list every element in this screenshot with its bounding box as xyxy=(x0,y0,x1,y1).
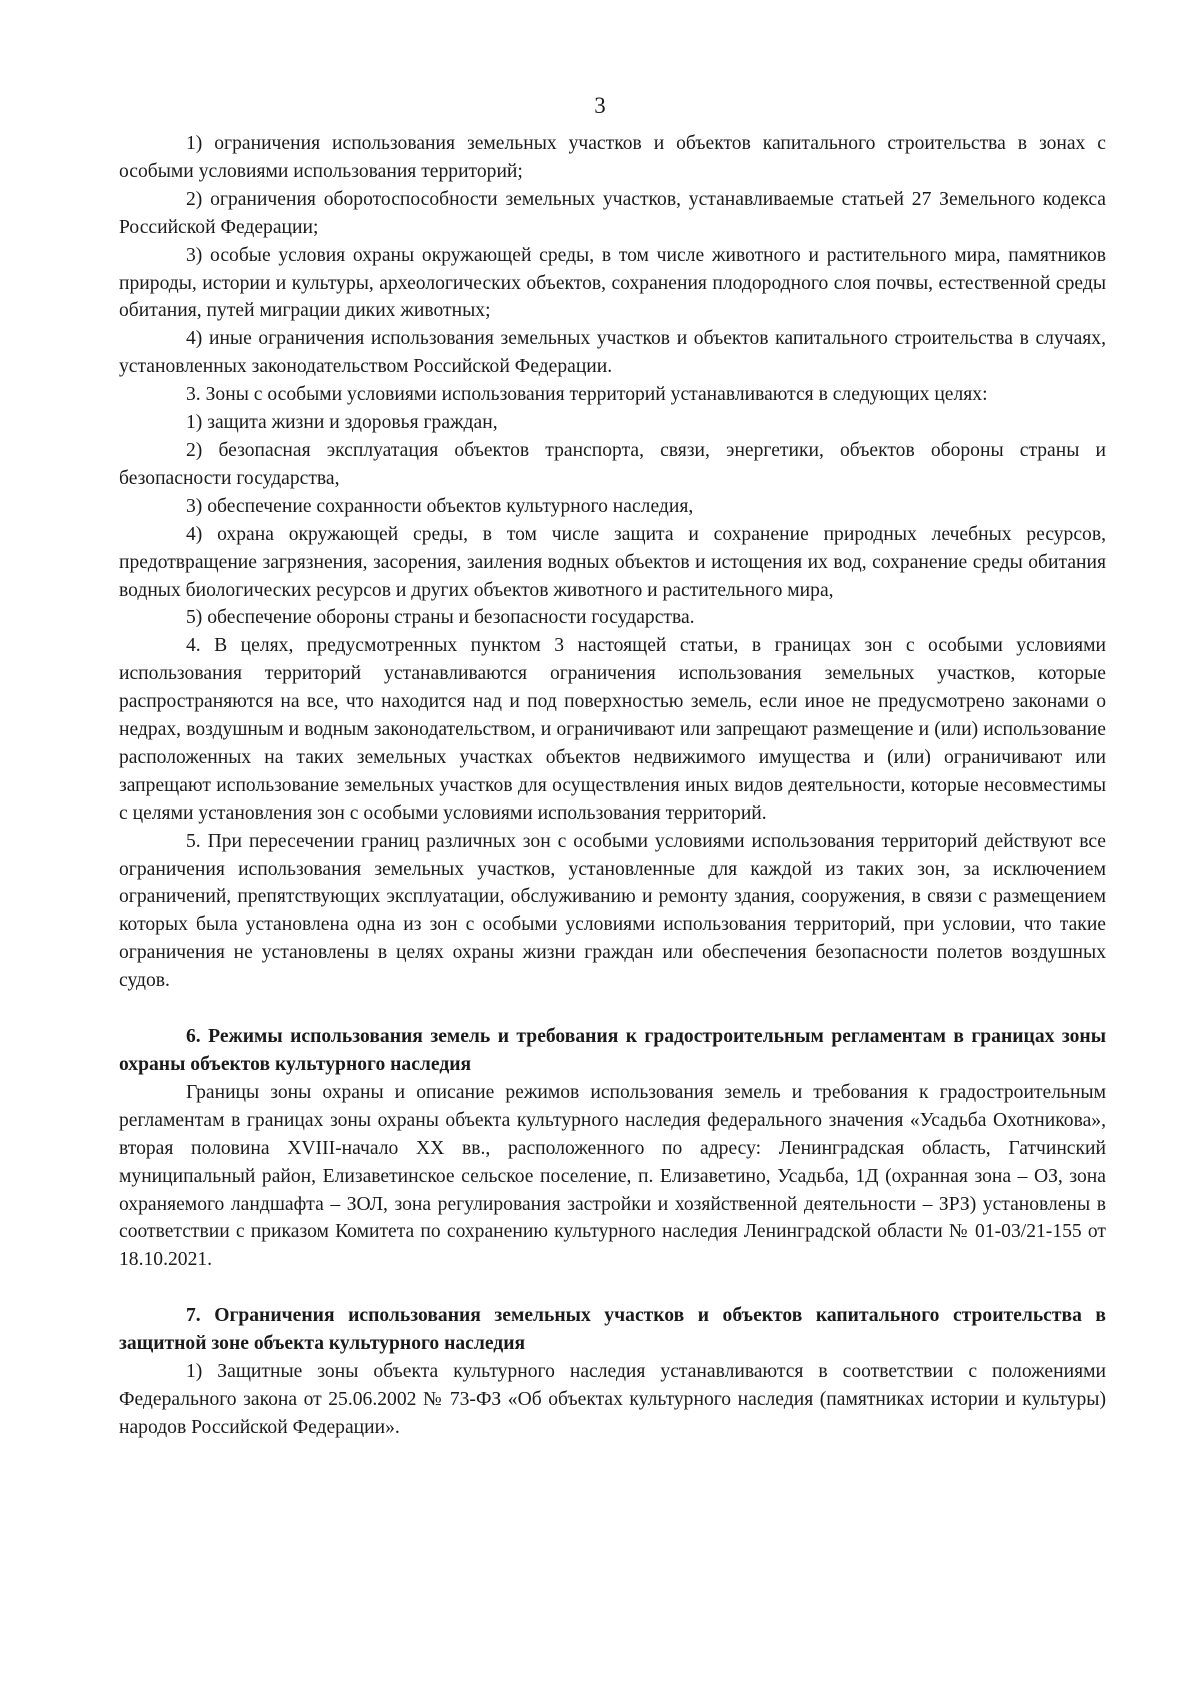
paragraph: 3) особые условия охраны окружающей среды, в том числе животного и растительного мира, памятников природы, истории и культуры, археологических объектов, сохранения плодородного слоя почвы, естественной среды обитания, путей миграции диких животных; xyxy=(119,244,1106,322)
section-spacer xyxy=(119,1274,1106,1302)
paragraph: 4. В целях, предусмотренных пунктом 3 настоящей статьи, в границах зон с особыми условиями использования территорий устанавливаются ограничения использования земельных участков, которые распространяются на все, что находится над и под поверхностью земель, если иное не предусмотрено законами о недрах, воздушным и водным законодательством, и ограничивают или запрещают размещение и (или) использование расположенных на таких земельных участках объектов недвижимого имущества и (или) ограничивают или запрещают использование земельных участков для осуществления иных видов деятельности, которые несовместимы с целями установления зон с особыми условиями использования территорий. xyxy=(119,635,1106,824)
section-spacer xyxy=(119,995,1106,1023)
paragraph: 4) охрана окружающей среды, в том числе защита и сохранение природных лечебных ресурсов, предотвращение загрязнения, засорения, заиления водных объектов и истощения их вод, сохранение среды обитания водных биологических ресурсов и других объектов животного и растительного мира, xyxy=(119,523,1106,601)
paragraph: 5) обеспечение обороны страны и безопасности государства. xyxy=(186,607,695,629)
paragraph: 5. При пересечении границ различных зон с особыми условиями использования территорий действуют все ограничения использования земельных участков, установленные для каждой из таких зон, за исключением ограничений, препятствующих эксплуатации, обслуживанию и ремонту здания, сооружения, в связи с размещением которых была установлена одна из зон с особыми условиями использования территорий, при условии, что такие ограничения не установлены в целях охраны жизни граждан или обеспечения безопасности полетов воздушных судов. xyxy=(119,830,1106,992)
document-body xyxy=(119,130,1106,1442)
section-7-body: 1) Защитные зоны объекта культурного наследия устанавливаются в соответствии с положениями Федерального закона от 25.06.2002 № 73-ФЗ «Об объектах культурного наследия (памятниках истории и культуры) народов Российской Федерации». xyxy=(119,1361,1106,1438)
paragraph: 3. Зоны с особыми условиями использования территорий устанавливаются в следующих целях: xyxy=(186,384,988,406)
paragraph: 1) ограничения использования земельных участков и объектов капитального строительства в зонах с особыми условиями использования территорий; xyxy=(119,133,1106,182)
paragraph: 2) безопасная эксплуатация объектов транспорта, связи, энергетики, объектов обороны страны и безопасности государства, xyxy=(119,439,1106,489)
paragraph: 1) защита жизни и здоровья граждан, xyxy=(186,412,498,434)
page-number: 3 xyxy=(594,93,606,118)
paragraph: 4) иные ограничения использования земельных участков и объектов капитального строительства в случаях, установленных законодательством Российской Федерации. xyxy=(119,328,1106,378)
paragraph: 3) обеспечение сохранности объектов культурного наследия, xyxy=(186,495,694,517)
section-6-heading: 6. Режимы использования земель и требования к градостроительным регламентам в границах зоны охраны объектов культурного наследия xyxy=(119,1026,1106,1075)
section-6-body: Границы зоны охраны и описание режимов использования земель и требования к градостроительным регламентам в границах зоны охраны объекта культурного наследия федерального значения «Усадьба Охотникова», вторая половина XVIII-начало XX вв., расположенного по адресу: Ленинградская область, Гатчинский муниципальный район, Елизаветинское сельское поселение, п. Елизаветино, Усадьба, 1Д (охранная зона – ОЗ, зона охраняемого ландшафта – ЗОЛ, зона регулирования застройки и хозяйственной деятельности – ЗРЗ) установлены в соответствии с приказом Комитета по сохранению культурного наследия Ленинградской области № 01-03/21-155 от 18.10.2021. xyxy=(119,1081,1106,1271)
section-7-heading: 7. Ограничения использования земельных участков и объектов капитального строительства в защитной зоне объекта культурного наследия xyxy=(119,1305,1106,1355)
paragraph: 2) ограничения оборотоспособности земельных участков, устанавливаемые статьей 27 Земельного кодекса Российской Федерации; xyxy=(119,188,1106,238)
